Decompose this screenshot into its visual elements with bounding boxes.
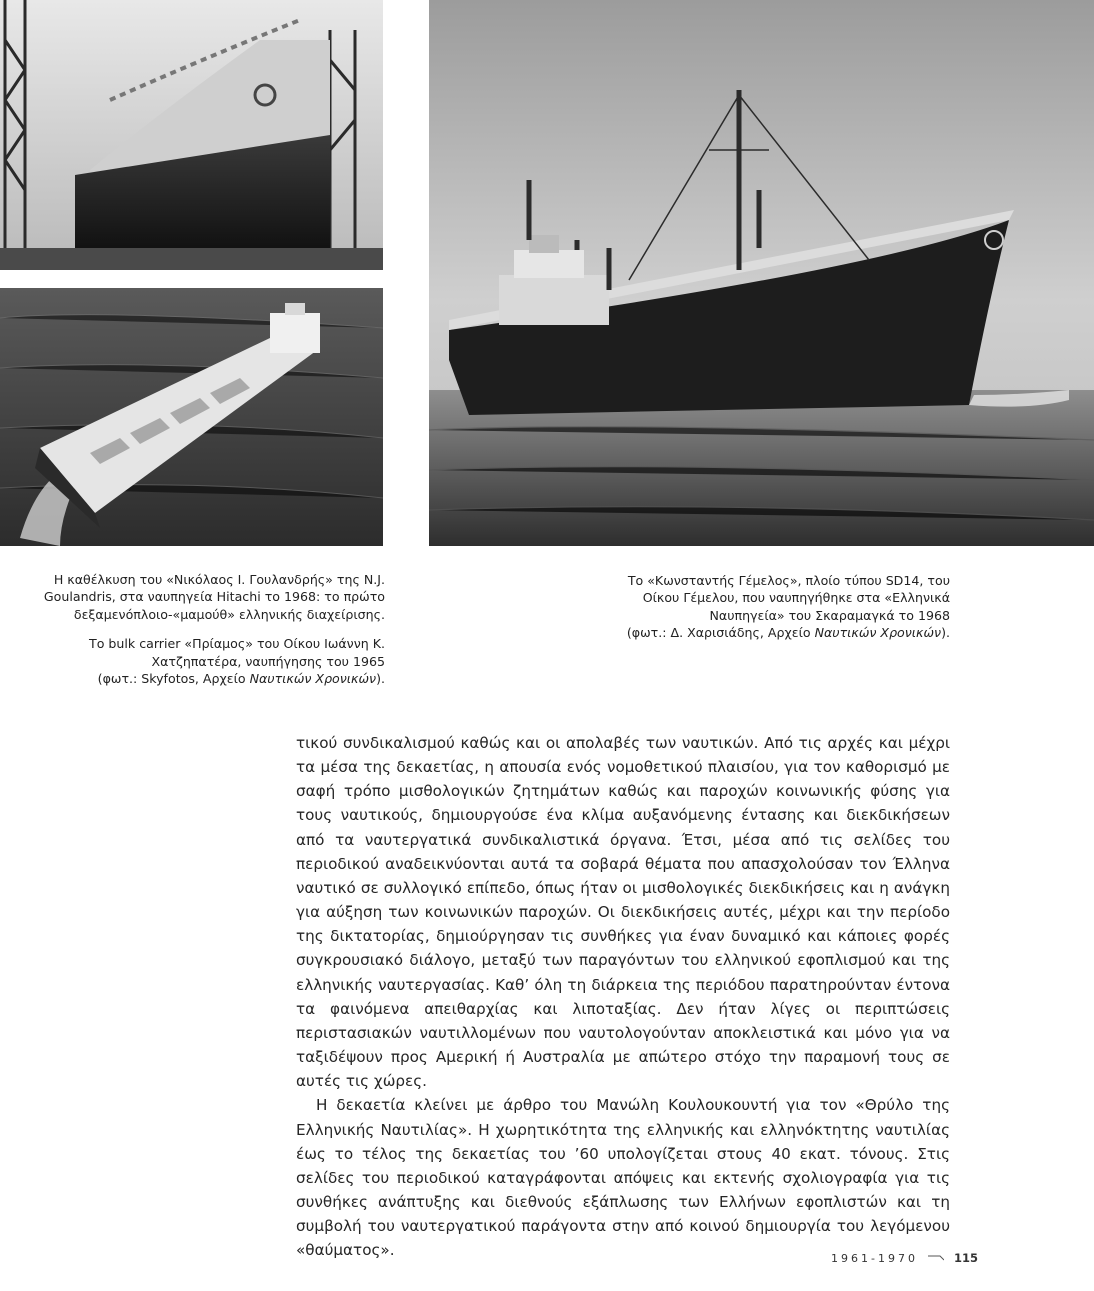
caption-launch (20, 571, 385, 623)
caption-left (20, 571, 385, 687)
page-number: 115 (953, 1251, 978, 1265)
caption-line: ). (941, 625, 950, 641)
photo-bulk-carrier (0, 288, 383, 546)
article-body (296, 731, 950, 1262)
caption-right (560, 572, 950, 642)
folio-dash-icon (928, 1255, 944, 1261)
photo-sd14-ship (429, 0, 1094, 546)
caption-line: (φωτ.: Skyfotos, Αρχείο (97, 671, 250, 687)
caption-line: Η καθέλκυση του «Νικόλαος Ι. Γουλανδρής» της N.J. (53, 572, 385, 587)
caption-line: δεξαμενόπλοιο-«μαμούθ» ελληνικής διαχείρισης. (73, 606, 385, 622)
caption-source-italic: Ναυτικών Χρονικών (814, 625, 942, 641)
caption-line: Goulandris, στα ναυπηγεία Hitachi το 1968: το πρώτο (43, 589, 385, 605)
caption-line: (φωτ.: Δ. Χαρισιάδης, Αρχείο (626, 625, 815, 641)
caption-line: Το bulk carrier «Πρίαμος» του Οίκου Ιωάννη Κ. (89, 636, 385, 652)
caption-sd14 (560, 572, 950, 642)
caption-line: Οίκου Γέμελου, που ναυπηγήθηκε στα «Ελληνικά (642, 590, 950, 606)
caption-line: Χατζηπατέρα, ναυπήγησης του 1965 (151, 653, 385, 669)
caption-line: Ναυπηγεία» του Σκαραμαγκά το 1968 (709, 607, 950, 623)
caption-source-italic: Ναυτικών Χρονικών (249, 671, 377, 687)
body-paragraph-1: τικού συνδικαλισμού καθώς και οι απολαβές των ναυτικών. Από τις αρχές και μέχρι τα μέσα της δεκαετίας, η απουσία ενός νομοθετικού πλαισίου, για τον καθορισμό με σαφή τρόπο μισθολογικών ζητημάτων καθώς και παροχών κοινωνικής φύσης για τους ναυτικούς, δημιουργούσε ένα κλίμα αυξανόμενης έντασης και διεκδικήσεων από τα ναυτεργατικά συνδικαλιστικά όργανα. Έτσι, μέσα από τις σελίδες του περιοδικού αναδεικνύονται αυτά τα σοβαρά θέματα που απασχολούσαν τον Έλληνα ναυτικό σε συλλογικό επίπεδο, όπως ήταν οι μισθολογικές διεκδικήσεις και η ανάγκη για αύξηση των κοινωνικών παροχών. Οι διεκδικήσεις αυτές, μέχρι και την περίοδο της δικτατορίας, δημιούργησαν τις συνθήκες για έναν δυναμικό και κάποιες φορές συγκρουσιακό διάλογο, μεταξύ των παραγόντων του ελληνικού εφοπλισμού και της ελληνικής ναυτεργασίας. Καθ’ όλη τη διάρκεια της περιόδου παρατηρούνταν έντονα τα φαινόμενα απειθαρχίας και λιποταξίας. Δεν ήταν λίγες οι περιπτώσεις περιστασιακών ναυτιλλομένων που ναυτολογούνταν αποκλειστικά και μόνο για να ταξιδέψουν προς Αμερική ή Αυστραλία με απώτερο στόχο την παραμονή τους σε αυτές τις χώρες. (296, 734, 950, 1091)
caption-line: ). (376, 671, 385, 687)
caption-line: Το «Κωνσταντής Γέμελος», πλοίο τύπου SD14, του (627, 573, 950, 588)
folio-years: 1961-1970 (831, 1251, 918, 1265)
caption-bulk-carrier (20, 635, 385, 687)
body-paragraph-2: Η δεκαετία κλείνει με άρθρο του Μανώλη Κουλουκουντή για τον «Θρύλο της Ελληνικής Ναυτιλίας». Η χωρητικότητα της ελληνικής και ελληνόκτητης ναυτιλίας έως το τέλος της δεκαετίας του ’60 υπολογίζεται στους 40 εκατ. τόνους. Στις σελίδες του περιοδικού καταγράφονται απόψεις και εκτενής σχολιογραφία για τις συνθήκες ανάπτυξης και διεθνούς εξάπλωσης των Ελλήνων εφοπλιστών και τη συμβολή του ναυτεργατικού παράγοντα στην από κοινού δημιουργία του λεγόμενου «θαύματος». (296, 1096, 950, 1260)
page-folio (831, 1251, 978, 1265)
photo-ship-launch (0, 0, 383, 270)
